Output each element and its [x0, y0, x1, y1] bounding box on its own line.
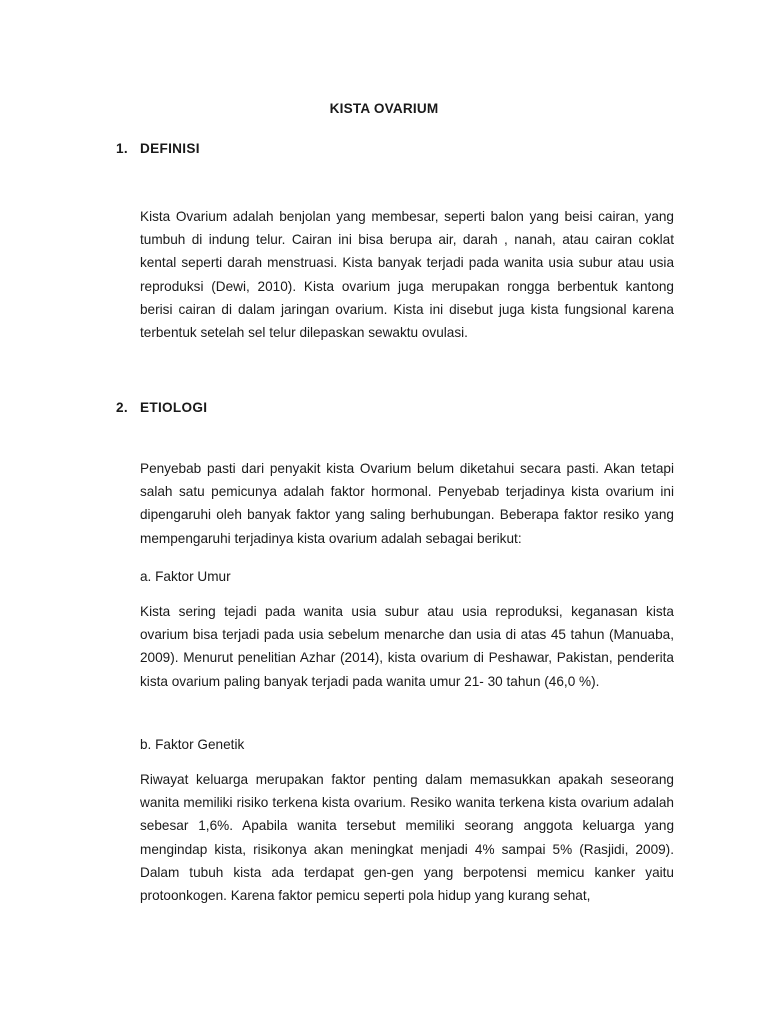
factor-genetik-paragraph: Riwayat keluarga merupakan faktor penting dalam memasukkan apakah seseorang wanita memiliki risiko terkena kista ovarium. Resiko wanita terkena kista ovarium adalah sebesar 1,6%. Apabila wanita tersebut memiliki seorang anggota keluarga yang mengindap kista, risikonya akan meningkat menjadi 4% sampai 5% (Rasjidi, 2009). Dalam tubuh kista ada terdapat gen-gen yang berpotensi memicu kanker yaitu protoonkogen. Karena faktor pemicu seperti pola hidup yang kurang sehat,: [140, 772, 674, 904]
etiologi-intro-paragraph: Penyebab pasti dari penyakit kista Ovarium belum diketahui secara pasti. Akan tetapi salah satu pemicunya adalah faktor hormonal. Penyebab terjadinya kista ovarium ini dipengaruhi oleh banyak faktor yang saling berhubungan. Beberapa faktor resiko yang mempengaruhi terjadinya kista ovarium adalah sebagai berikut:: [140, 461, 674, 546]
section-title: ETIOLOGI: [140, 400, 208, 415]
section-title: DEFINISI: [140, 141, 200, 156]
document-title: KISTA OVARIUM: [329, 101, 439, 116]
definisi-paragraph: Kista Ovarium adalah benjolan yang membesar, seperti balon yang beisi cairan, yang tumbuh di indung telur. Cairan ini bisa berupa air, darah , nanah, atau cairan coklat kental seperti darah menstruasi. Kista banyak terjadi pada wanita usia subur atau usia reproduksi (Dewi, 2010). Kista ovarium juga merupakan rongga berbentuk kantong berisi cairan di dalam jaringan ovarium. Kista ini disebut juga kista fungsional karena terbentuk setelah sel telur dilepaskan sewaktu ovulasi.: [140, 209, 674, 341]
factor-label-genetik: b. Faktor Genetik: [140, 737, 245, 752]
section-number: 1.: [116, 141, 128, 156]
section-heading-definisi: [116, 141, 200, 156]
factor-umur-paragraph: Kista sering tejadi pada wanita usia subur atau usia reproduksi, keganasan kista ovarium bisa terjadi pada usia sebelum menarche dan usia di atas 45 tahun (Manuaba, 2009). Menurut penelitian Azhar (2014), kista ovarium di Peshawar, Pakistan, penderita kista ovarium paling banyak terjadi pada wanita umur 21- 30 tahun (46,0 %).: [140, 604, 674, 689]
factor-label-umur: a. Faktor Umur: [140, 569, 231, 584]
section-heading-etiologi: [116, 400, 207, 415]
section-number: 2.: [116, 400, 128, 415]
